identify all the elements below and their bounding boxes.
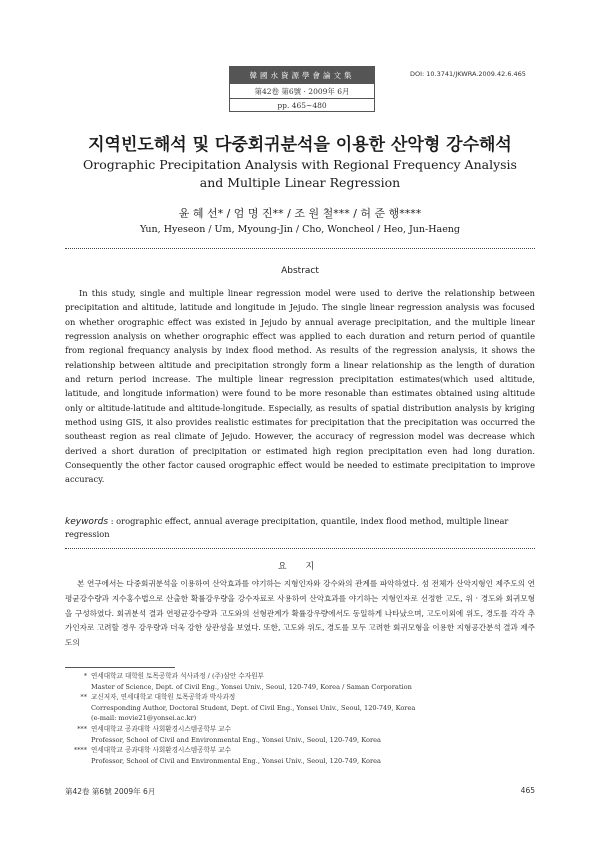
korean-abstract-heading: 요 지: [277, 562, 323, 572]
footnote-korean: 연세대학교 공과대학 사회환경시스템공학부 교수: [91, 746, 232, 754]
divider-top: [65, 248, 535, 249]
page-number: 465: [520, 786, 535, 795]
footnote-english: Corresponding Author, Doctoral Student, Dept. of Civil Eng., Yonsei Univ., Seoul, 120-749, Korea: [91, 703, 416, 712]
footer-journal-info: 第42卷 第6號 2009年 6月: [65, 787, 156, 796]
authors-english: Yun, Hyeseon / Um, Myoung-Jin / Cho, Woncheol / Heo, Jun-Haeng: [139, 224, 461, 235]
footnote-english: Professor, School of Civil and Environmental Eng., Yonsei Univ., Seoul, 120-749, Korea: [91, 756, 381, 765]
abstract-body: In this study, single and multiple linear regression model were used to derive the relationship between precipitation and altitude, latitude and longitude in Jejudo. The single linear regression analysis was focused on whether orographic effect was existed in Jejudo by annual average precipitation, and the multiple linear regression analysis on whether orographic effect was applied to each duration and return period of quantile from regional frequancy analysis by index flood method. As results of the regression analysis, it shows the relationship between altitude and precipitation strongly form a linear relationship as the length of duration and return period increase. The multiple linear regression precipitation estimates(which used altitude, latitude, and longitude information) were found to be more resonable than estimates obtained using altitude only or altitude-latitude and altitude-longitude. Especially, as results of spatial distribution analysis by kriging method using GIS, it also provides realistic estimates for precipitation that the precipitation was occurred the southeast region as real climate of Jejudo. However, the accuracy of regression model was decrease which derived a short duration of precipitation or estimated high region precipitation even had long duration. Consequently the other factor caused orographic effect would be needed to estimate precipitation to improve accuracy.: [65, 288, 535, 485]
title-english-line-2: and Multiple Linear Regression: [199, 175, 401, 190]
keywords-label: keywords: [65, 517, 109, 527]
journal-pages: pp. 465~480: [230, 98, 374, 111]
footnote-korean: 연세대학교 대학원 토목공학과 석사과정 / (주)삼안 수자원부: [91, 672, 264, 680]
title-english: [0, 156, 600, 192]
title-korean: 지역빈도해석 및 다중회귀분석을 이용한 산악형 강수해석: [88, 135, 512, 155]
footnote-korean: 연세대학교 공과대학 사회환경시스템공학부 교수: [91, 725, 232, 733]
journal-info-box: [229, 66, 375, 112]
divider-keywords: [65, 548, 535, 549]
footnote-mark: **: [80, 693, 87, 701]
keywords-list: : orographic effect, annual average precipitation, quantile, index flood method, multiple linear regression: [65, 516, 509, 539]
footnote-4: [65, 745, 535, 766]
footnote-1: [65, 671, 535, 692]
footnote-mark: ***: [77, 725, 87, 733]
journal-name: 韓國水資源學會論文集: [230, 67, 374, 83]
abstract-heading: Abstract: [281, 266, 319, 276]
footnote-korean: 교신저자, 연세대학교 대학원 토목공학과 박사과정: [91, 693, 236, 701]
footnote-mark: ****: [73, 746, 87, 754]
footnote-3: [65, 724, 535, 745]
keywords: [65, 515, 535, 540]
title-english-line-1: Orographic Precipitation Analysis with Regional Frequency Analysis: [83, 157, 517, 172]
korean-abstract-body: 본 연구에서는 다중회귀분석을 이용하여 산악효과를 야기하는 지형인자와 강수와의 관계를 파악하였다. 섬 전체가 산악지형인 제주도의 연평균강수량과 지수홍수법으로 산출한 확률강우량을 강수자료로 사용하여 산악효과를 야기하는 지형인자로 선정한 고도, 위 · 경도와 회귀모형을 구성하였다. 회귀분석 결과 연평균강수량과 고도와의 선형관계가 확률강우량에서도 동일하게 나타났으며, 고도이외에 위도, 경도를 각각 추가인자로 고려할 경우 강우량과 더욱 강한 상관성을 보였다. 또한, 고도와 위도, 경도를 모두 고려한 회귀모형을 이용한 지형공간분석 결과 제주도의: [65, 579, 535, 648]
footnote-english: Professor, School of Civil and Environmental Eng., Yonsei Univ., Seoul, 120-749, Korea: [91, 735, 381, 744]
footnote-mark: *: [83, 672, 87, 680]
journal-volume: 第42卷 第6號 · 2009年 6月: [230, 83, 374, 98]
footnote-email: (e-mail: movie21@yonsei.ac.kr): [91, 714, 197, 722]
doi: DOI: 10.3741/JKWRA.2009.42.6.465: [410, 70, 526, 78]
footnote-rule: [65, 667, 175, 668]
authors-korean: 윤 혜 선* / 엄 명 진** / 조 원 철*** / 허 준 행****: [178, 207, 422, 220]
footnote-2: [65, 692, 535, 724]
footnote-english: Master of Science, Dept. of Civil Eng., Yonsei Univ., Seoul, 120-749, Korea / Saman Corporation: [91, 682, 412, 691]
